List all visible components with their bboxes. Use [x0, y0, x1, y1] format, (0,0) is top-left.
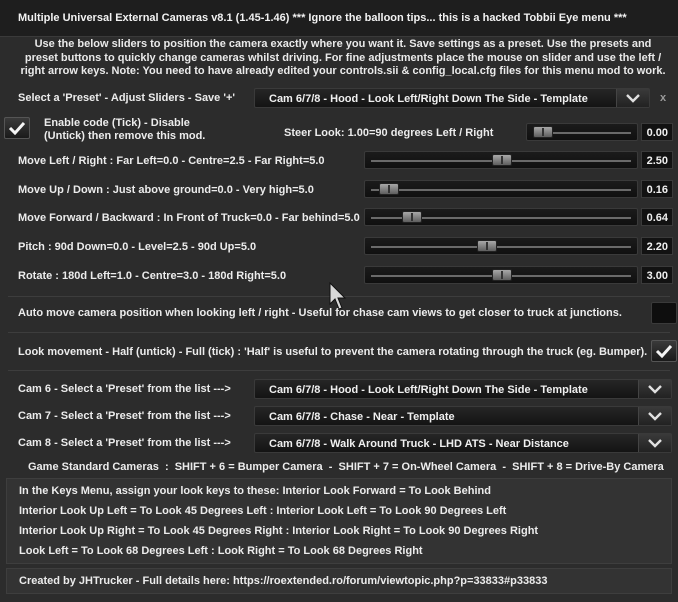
chevron-down-icon[interactable]: [638, 407, 671, 425]
credits-text: Created by JHTrucker - Full details here: https://roextended.ro/forum/viewtopic.php?p=33833#p33833: [19, 575, 548, 587]
info-line: Interior Look Up Left = To Look 45 Degrees Left : Interior Look Left = To Look 90 Degrees Left: [19, 505, 507, 517]
slider-value[interactable]: 0.00: [641, 123, 673, 141]
game-standard-cameras: Game Standard Cameras : SHIFT + 6 = Bumper Camera - SHIFT + 7 = On-Wheel Camera - SHIFT + 8 = Drive-By Camera: [28, 461, 664, 473]
enable-checkbox[interactable]: [4, 117, 30, 139]
cam7-dropdown[interactable]: [254, 406, 672, 426]
slider-thumb[interactable]: [533, 126, 553, 138]
footer-panel: [6, 568, 672, 594]
title-bar: [0, 0, 678, 37]
slider-label: Pitch : 90d Down=0.0 - Level=2.5 - 90d Up=5.0: [18, 241, 257, 253]
slider-rail: [371, 189, 631, 191]
preset-dropdown[interactable]: [254, 88, 650, 108]
slider-value[interactable]: 3.00: [641, 266, 673, 284]
slider-track[interactable]: [364, 266, 638, 284]
separator: [8, 332, 670, 333]
chevron-down-icon[interactable]: [638, 380, 671, 398]
slider-label: Rotate : 180d Left=1.0 - Centre=3.0 - 180d Right=5.0: [18, 270, 287, 282]
auto-move-checkbox[interactable]: [651, 302, 677, 324]
look-movement-checkbox[interactable]: [651, 340, 677, 362]
slider-track[interactable]: [526, 123, 638, 141]
slider-thumb[interactable]: [402, 211, 422, 223]
slider-track[interactable]: [364, 151, 638, 169]
checkmark-icon: [8, 121, 26, 135]
checkmark-icon: [655, 344, 673, 358]
cam6-label: Cam 6 - Select a 'Preset' from the list --->: [18, 383, 231, 395]
mouse-cursor-icon: [328, 282, 348, 312]
info-line: Look Left = To Look 68 Degrees Left : Look Right = To Look 68 Degrees Right: [19, 545, 423, 557]
cam8-label: Cam 8 - Select a 'Preset' from the list --->: [18, 437, 231, 449]
slider-label: Move Left / Right : Far Left=0.0 - Centre=2.5 - Far Right=5.0: [18, 155, 325, 167]
slider-track[interactable]: [364, 237, 638, 255]
slider-thumb[interactable]: [492, 269, 512, 281]
intro-text: Use the below sliders to position the camera exactly where you want it. Save settings as a preset. Use the presets and preset buttons to quickly change cameras whilst driving. For fine adjustments place the mouse on slider and use the left / right arrow keys. Note: You need to have already edited your controls.sii & config_local.cfg files for this menu mod to work.: [20, 38, 666, 77]
info-line: In the Keys Menu, assign your look keys to these: Interior Look Forward = To Look Behind: [19, 485, 491, 497]
preset-label: Select a 'Preset' - Adjust Sliders - Save '+': [18, 92, 236, 104]
slider-label: Steer Look: 1.00=90 degrees Left / Right: [284, 127, 494, 139]
slider-value[interactable]: 0.64: [641, 208, 673, 226]
enable-label: Enable code (Tick) - Disable (Untick) then remove this mod.: [44, 117, 206, 142]
slider-value[interactable]: 0.16: [641, 180, 673, 198]
chevron-down-icon[interactable]: [616, 89, 649, 107]
slider-thumb[interactable]: [477, 240, 497, 252]
slider-thumb[interactable]: [379, 183, 399, 195]
slider-rail: [371, 246, 631, 248]
cam6-dropdown[interactable]: [254, 379, 672, 399]
info-line: Interior Look Up Right = To Look 45 Degrees Right : Interior Look Right = To Look 90 Degrees Right: [19, 525, 539, 537]
keys-info-panel: [6, 478, 672, 564]
look-movement-label: Look movement - Half (untick) - Full (tick) : 'Half' is useful to prevent the camera rotating through the truck (eg. Bumper).: [18, 346, 648, 358]
close-button[interactable]: x: [660, 92, 667, 104]
slider-value[interactable]: 2.20: [641, 237, 673, 255]
slider-track[interactable]: [364, 180, 638, 198]
preset-dropdown-value: Cam 6/7/8 - Hood - Look Left/Right Down The Side - Template: [269, 93, 588, 105]
cam8-dropdown[interactable]: [254, 433, 672, 453]
slider-value[interactable]: 2.50: [641, 151, 673, 169]
auto-move-label: Auto move camera position when looking left / right - Useful for chase cam views to get closer to truck at junctions.: [18, 307, 622, 319]
cam6-dropdown-value: Cam 6/7/8 - Hood - Look Left/Right Down The Side - Template: [269, 384, 588, 396]
separator: [8, 370, 670, 371]
window-title: Multiple Universal External Cameras v8.1 (1.45-1.46) *** Ignore the balloon tips... this is a hacked Tobbii Eye menu ***: [18, 12, 627, 24]
slider-label: Move Up / Down : Just above ground=0.0 - Very high=5.0: [18, 184, 314, 196]
chevron-down-icon[interactable]: [638, 434, 671, 452]
cam7-dropdown-value: Cam 6/7/8 - Chase - Near - Template: [269, 411, 455, 423]
slider-track[interactable]: [364, 208, 638, 226]
slider-label: Move Forward / Backward : In Front of Truck=0.0 - Far behind=5.0: [18, 212, 360, 224]
cam8-dropdown-value: Cam 6/7/8 - Walk Around Truck - LHD ATS - Near Distance: [269, 438, 569, 450]
cam7-label: Cam 7 - Select a 'Preset' from the list --->: [18, 410, 231, 422]
slider-thumb[interactable]: [492, 154, 512, 166]
